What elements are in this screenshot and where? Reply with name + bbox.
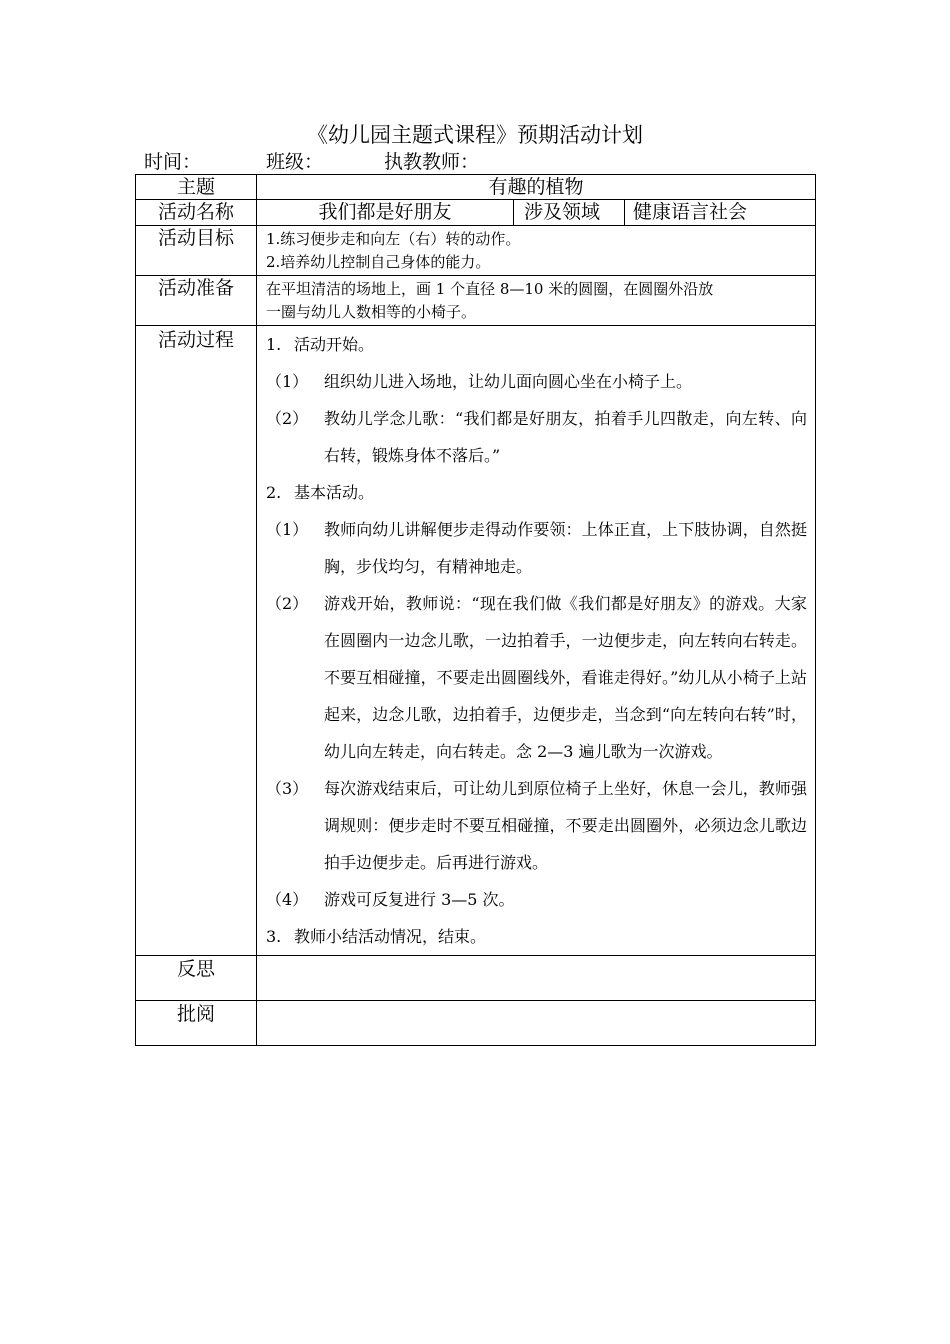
activity-plan-table xyxy=(135,174,816,1046)
step-text: 教师小结活动情况，结束。 xyxy=(294,927,487,946)
step-text: 教师向幼儿讲解便步走得动作要领：上体正直，上下肢协调，自然挺胸，步伐均匀，有精神地走。 xyxy=(324,520,808,576)
process-substep xyxy=(266,881,807,918)
document-title: 《幼儿园主题式课程》预期活动计划 xyxy=(307,123,643,147)
prep-line: 在平坦清洁的场地上，画 1 个直径 8—10 米的圆圈，在圆圈外沿放 xyxy=(266,280,714,298)
process-row xyxy=(136,326,816,956)
process-value xyxy=(257,326,816,956)
goal-line: 2.培养幼儿控制自己身体的能力。 xyxy=(266,253,491,271)
meta-line xyxy=(144,148,479,176)
step-text: 教幼儿学念儿歌：“我们都是好朋友，拍着手儿四散走，向左转、向右转，锻炼身体不落后。” xyxy=(324,409,808,465)
reflect-row xyxy=(136,956,816,1001)
process-substep xyxy=(266,400,807,474)
prep-line: 一圈与幼儿人数相等的小椅子。 xyxy=(266,303,477,321)
prep-label: 活动准备 xyxy=(136,276,257,326)
process-step xyxy=(266,326,807,363)
goal-label: 活动目标 xyxy=(136,226,257,276)
process-step xyxy=(266,918,807,955)
area-value: 健康语言社会 xyxy=(625,200,816,226)
activity-name-row xyxy=(136,200,816,226)
step-text: 基本活动。 xyxy=(294,483,375,502)
process-label: 活动过程 xyxy=(136,326,257,956)
theme-value: 有趣的植物 xyxy=(257,175,816,200)
step-number: （1） xyxy=(266,520,309,539)
process-step xyxy=(266,474,807,511)
step-number: （2） xyxy=(266,594,309,613)
step-text: 游戏可反复进行 3—5 次。 xyxy=(324,890,515,909)
step-text: 组织幼儿进入场地，让幼儿面向圆心坐在小椅子上。 xyxy=(324,372,693,391)
step-text: 游戏开始，教师说：“现在我们做《我们都是好朋友》的游戏。大家在圆圈内一边念儿歌，一边拍着手，一边便步走，向左转向右转走。不要互相碰撞，不要走出圆圈线外，看谁走得好。”幼儿从小椅子上站起来，边念儿歌，边拍着手，边便步走，当念到“向左转向右转”时，幼儿向左转走，向右转走。念 2—3 遍儿歌为一次游戏。 xyxy=(324,594,808,761)
goal-line: 1.练习便步走和向左（右）转的动作。 xyxy=(266,230,521,248)
step-number: 1. xyxy=(266,335,282,354)
goal-row xyxy=(136,226,816,276)
process-substep xyxy=(266,363,807,400)
time-label: 时间： xyxy=(144,151,202,173)
review-label: 批阅 xyxy=(136,1001,257,1046)
review-row xyxy=(136,1001,816,1046)
step-number: （2） xyxy=(266,409,309,428)
step-number: 2. xyxy=(266,483,282,502)
theme-label: 主题 xyxy=(136,175,257,200)
step-number: （3） xyxy=(266,779,309,798)
teacher-label: 执教教师： xyxy=(384,151,480,173)
step-text: 每次游戏结束后，可让幼儿到原位椅子上坐好，休息一会儿，教师强调规则：便步走时不要互相碰撞，不要走出圆圈外，必须边念儿歌边拍手边便步走。后再进行游戏。 xyxy=(324,779,808,872)
area-label: 涉及领域 xyxy=(514,200,625,226)
step-number: （4） xyxy=(266,890,309,909)
step-number: （1） xyxy=(266,372,309,391)
activity-name-value: 我们都是好朋友 xyxy=(257,200,514,226)
prep-value xyxy=(257,276,816,326)
reflect-label: 反思 xyxy=(136,956,257,1001)
prep-row xyxy=(136,276,816,326)
theme-row xyxy=(136,175,816,200)
step-text: 活动开始。 xyxy=(294,335,375,354)
reflect-value xyxy=(257,956,816,1001)
process-substep xyxy=(266,511,807,585)
activity-name-label: 活动名称 xyxy=(136,200,257,226)
step-number: 3. xyxy=(266,927,282,946)
goal-value xyxy=(257,226,816,276)
class-label: 班级： xyxy=(266,151,324,173)
review-value xyxy=(257,1001,816,1046)
process-substep xyxy=(266,770,807,881)
process-substep xyxy=(266,585,807,770)
